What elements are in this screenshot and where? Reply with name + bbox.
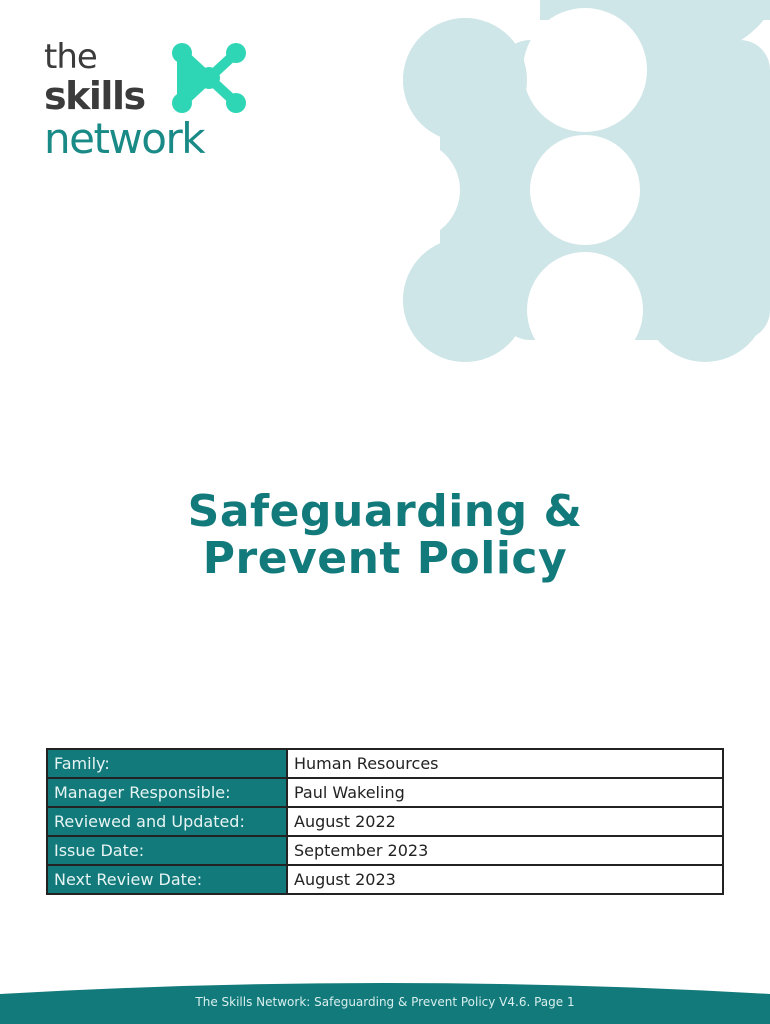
row-label: Reviewed and Updated: <box>47 807 287 836</box>
table-row <box>47 865 723 894</box>
policy-info-table <box>46 748 724 895</box>
row-value: Paul Wakeling <box>287 778 723 807</box>
logo-text-network: network <box>44 114 205 163</box>
table-row <box>47 836 723 865</box>
row-value: Human Resources <box>287 749 723 778</box>
logo-text-skills: skills <box>44 74 145 118</box>
row-label: Issue Date: <box>47 836 287 865</box>
logo-mark-icon <box>170 42 248 114</box>
title-line-1: Safeguarding & <box>187 486 583 537</box>
title-line-2: Prevent Policy <box>202 533 568 584</box>
footer-text: The Skills Network: Safeguarding & Prevent Policy V4.6. Page 1 <box>195 995 575 1009</box>
logo-text-the: the <box>44 37 97 77</box>
table-row <box>47 807 723 836</box>
row-label: Manager Responsible: <box>47 778 287 807</box>
table-row <box>47 778 723 807</box>
row-label: Family: <box>47 749 287 778</box>
table-row <box>47 749 723 778</box>
row-label: Next Review Date: <box>47 865 287 894</box>
skills-network-logo <box>44 37 254 165</box>
row-value: August 2023 <box>287 865 723 894</box>
row-value: August 2022 <box>287 807 723 836</box>
row-value: September 2023 <box>287 836 723 865</box>
document-title <box>0 488 770 582</box>
